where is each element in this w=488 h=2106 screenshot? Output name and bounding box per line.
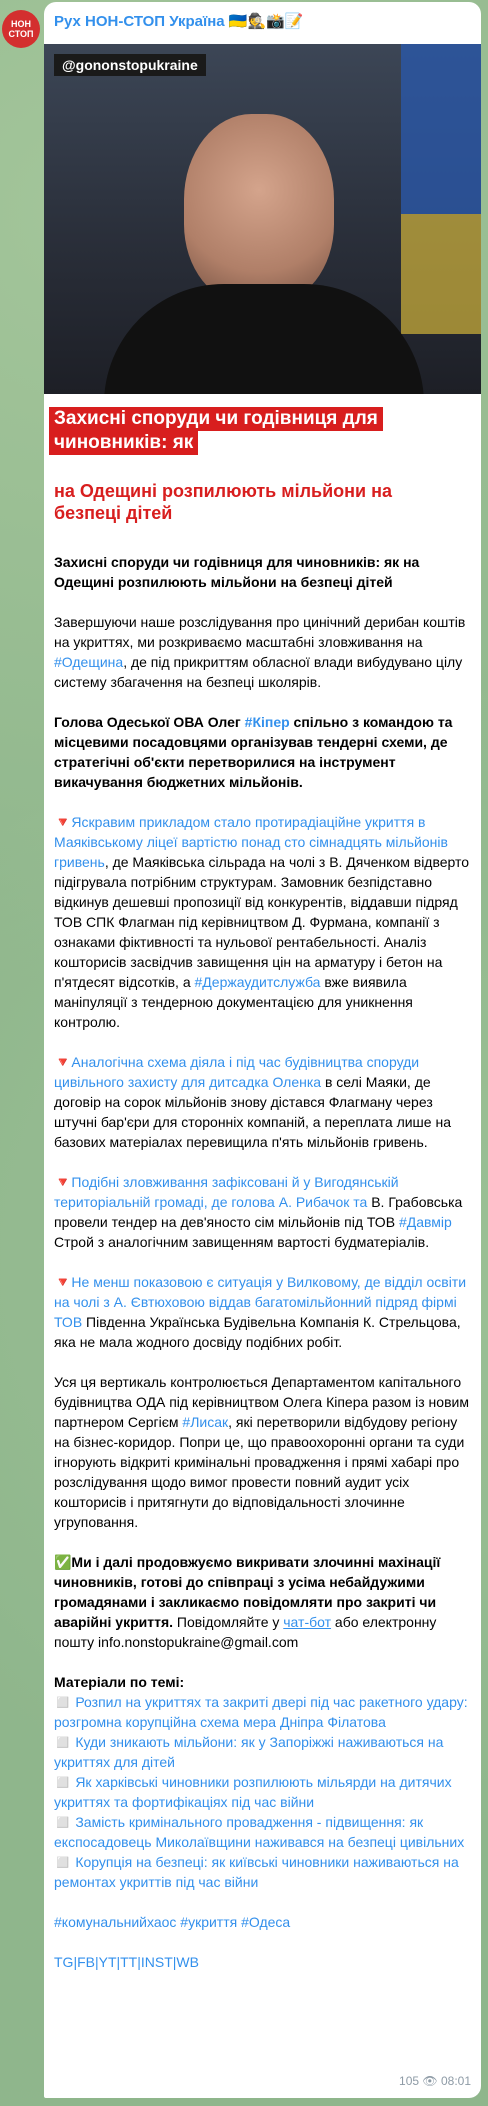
message-bubble <box>44 2 481 2098</box>
portrait-head <box>184 114 334 304</box>
flag-blue <box>401 44 481 214</box>
channel-name[interactable]: Рух НОН-СТОП Україна 🇺🇦🕵️📸📝 <box>54 13 304 30</box>
paragraph-7: Уся ця вертикаль контролюється Департаментом капітального будівництва ОДА під керівництвом Олега Кіпера разом із новим партнером Сергієм #Лисак, які перетворили відбудову регіону на бізнес-коридор. Попри це, що правоохоронні органи та суди ігнорують відкриті кримінальні провадження і прямі хабарі про розслідування щодо вимог провести повний аудит усіх кошторисів і притягнути до відповідальності злочинне угруповання. <box>54 1374 469 1530</box>
hashtag-derzhaudyt[interactable]: #Держаудитслужба <box>194 974 321 990</box>
paragraph-2: Голова Одеської ОВА Олег #Кіпер спільно з командою та місцевими посадовцями організував тендерні схеми, де стратегічні об'єкти перетворилися на інструмент викачування бюджетних мільйонів. <box>54 714 453 790</box>
related-materials <box>54 1672 474 1892</box>
hashtag-kiper[interactable]: #Кіпер <box>244 714 290 730</box>
post-time: 08:01 <box>440 2074 471 2088</box>
channel-avatar[interactable]: НОН СТОП <box>2 10 40 48</box>
post-text <box>54 552 474 1992</box>
related-link-2[interactable]: ◻️ Куди зникають мільйони: як у Запоріжжі наживаються на укриттях для дітей <box>54 1734 444 1770</box>
hashtag-odeshchyna[interactable]: #Одещина <box>54 654 124 670</box>
related-link-3[interactable]: ◻️ Як харківські чиновники розпилюють мільярди на дитячих укриттях та фортифікаціях під час війни <box>54 1774 452 1810</box>
related-link-4[interactable]: ◻️ Замість кримінального провадження - підвищення: як експосадовець Миколаївщини наживався на безпеці цивільних <box>54 1814 465 1850</box>
post-title: Захисні споруди чи годівниця для чиновників: як на Одещині розпилюють мільйони на безпеці дітей <box>54 554 420 590</box>
image-caption-line-3: на Одещині розпилюють мільйони на <box>49 479 397 503</box>
paragraph-8: ✅Ми і далі продовжуємо викривати злочинні махінації чиновників, готові до співпраці з усіма небайдужими громадянами і закликаємо повідомляти про закриті чи аварійні укриття. Повідомляйте у чат-бот або електронну пошту info.nonstopukraine@gmail.com <box>54 1554 441 1650</box>
paragraph-4: 🔻Аналогічна схема діяла і під час будівництва споруди цивільного захисту для дитсадка Оленка в селі Маяки, де договір на сорок мільйонів знову дістався Флагману через штучні бар'єри для сторонніх компаній, а переплата лише на базових матеріалах перевищила п'ять мільйонів гривень. <box>54 1054 451 1150</box>
message-meta <box>399 2074 471 2088</box>
chat-bot-link[interactable]: чат-бот <box>283 1614 332 1630</box>
flag-yellow <box>401 214 481 334</box>
social-links[interactable]: TG|FB|YT|TT|INST|WB <box>54 1954 199 1970</box>
link-vylkove[interactable]: 🔻Не менш показовою є ситуація у Вилковому, де відділ освіти на чолі з А. Євтюховою віддав багатомільйонний підряд фірмі ТОВ <box>54 1274 467 1330</box>
paragraph-6: 🔻Не менш показовою є ситуація у Вилковому, де відділ освіти на чолі з А. Євтюховою віддав багатомільйонний підряд фірмі ТОВ Південна Українська Будівельна Компанія К. Стрельцова, яка не мала жодного досвіду подібних робіт. <box>54 1274 467 1350</box>
link-vyhoda[interactable]: 🔻Подібні зловживання зафіксовані й у Вигодянській територіальній громаді, де голова А. Рибачок та <box>54 1174 399 1210</box>
image-caption-line-1: Захисні споруди чи годівниця для <box>49 407 383 431</box>
link-olenka[interactable]: 🔻Аналогічна схема діяла і під час будівництва споруди цивільного захисту для дитсадка Оленка <box>54 1054 420 1090</box>
post-image[interactable] <box>44 44 481 394</box>
related-link-1[interactable]: ◻️ Розпил на укриттях та закриті двері під час ракетного удару: розгромна корупційна схема мера Дніпра Філатова <box>54 1694 468 1730</box>
image-handle: @gononstopukraine <box>54 54 206 76</box>
image-caption-line-4: безпеці дітей <box>49 501 177 525</box>
views-count: 105 <box>399 2074 420 2088</box>
link-mayaky-lyceum[interactable]: 🔻Яскравим прикладом стало протирадіаційне укриття в Маяківському ліцеї вартістю понад сто сімнадцять мільйонів гривень <box>54 814 448 870</box>
portrait-body <box>104 284 424 394</box>
related-link-5[interactable]: ◻️ Корупція на безпеці: як київські чиновники наживаються на ремонтах укриттів під час війни <box>54 1854 459 1890</box>
paragraph-3: 🔻Яскравим прикладом стало протирадіаційне укриття в Маяківському ліцеї вартістю понад сто сімнадцять мільйонів гривень, де Маяківська сільрада на чолі з В. Дяченком відверто підігрувала потрібним структурам. Замовник безпідставно відкинув дешевші пропозиції від конкурентів, віддавши підряд ТОВ СПК Флагман під керівництвом Д. Фурмана, компанії з ознаками фіктивності та нульової рентабельності. Аналіз кошторисів засвідчив завищення цін на арматуру і бетон на п'ятдесят відсотків, а #Держаудитслужба вже виявила маніпуляції з тендерною документацією для уникнення контролю. <box>54 814 470 1030</box>
hashtags[interactable]: #комунальнийхаос #укриття #Одеса <box>54 1914 291 1930</box>
paragraph-1: Завершуючи наше розслідування про цинічний дерибан коштів на укриттях, ми розкриваємо масштабні зловживання на #Одещина, де під прикриттям обласної влади вибудувано цілу систему збагачення на безпеці школярів. <box>54 614 466 690</box>
hashtag-davmir[interactable]: #Давмір <box>398 1214 452 1230</box>
eye-icon: 👁 <box>422 2074 438 2088</box>
image-caption-line-2: чиновників: як <box>49 431 198 455</box>
paragraph-5: 🔻Подібні зловживання зафіксовані й у Вигодянській територіальній громаді, де голова А. Рибачок та В. Грабовська провели тендер на дев'яносто сім мільйонів під ТОВ #Давмір Строй з аналогічним завищенням вартості будматеріалів. <box>54 1174 463 1250</box>
related-title: Матеріали по темі: <box>54 1674 185 1690</box>
hashtag-lysak[interactable]: #Лисак <box>182 1414 229 1430</box>
